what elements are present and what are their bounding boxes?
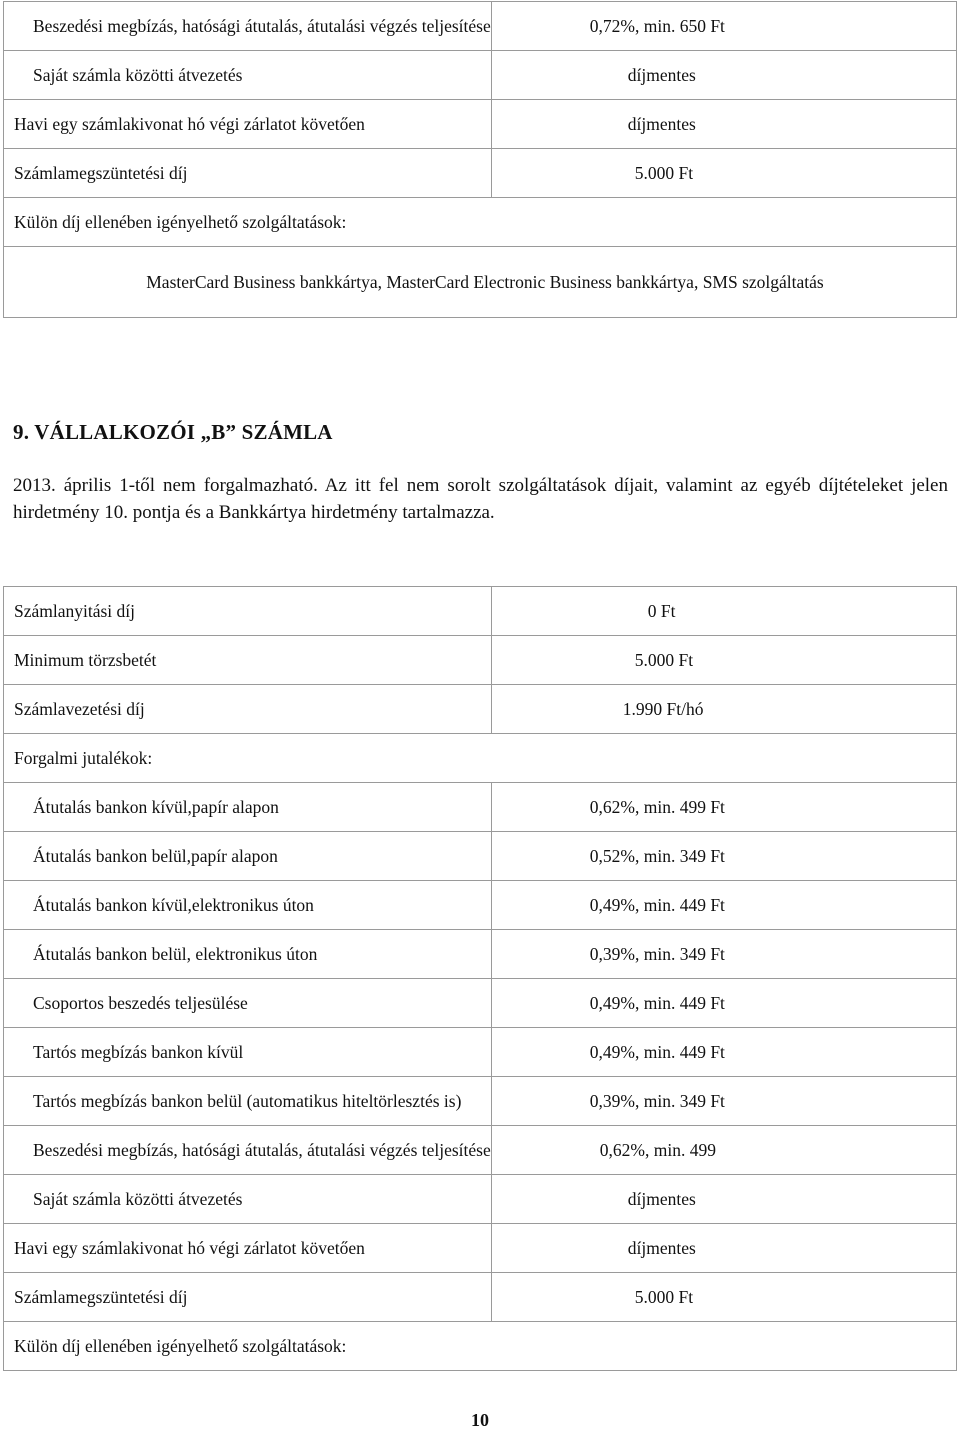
table-row — [4, 247, 957, 318]
row-label: Minimum törzsbetét — [4, 636, 492, 685]
table-row — [4, 685, 957, 734]
row-label: Havi egy számlakivonat hó végi zárlatot követően — [4, 100, 492, 149]
row-value: 0,39%, min. 349 Ft — [491, 1077, 956, 1126]
table-row — [4, 1126, 957, 1175]
table-row — [4, 2, 957, 51]
table-row — [4, 100, 957, 149]
row-label: Átutalás bankon belül,papír alapon — [4, 832, 492, 881]
row-value: 0,72%, min. 650 Ft — [491, 2, 956, 51]
table-row — [4, 783, 957, 832]
table-row — [4, 881, 957, 930]
row-label: Saját számla közötti átvezetés — [4, 51, 492, 100]
row-value: 0 Ft — [491, 587, 956, 636]
section-title: 9. VÁLLALKOZÓI „B” SZÁMLA — [13, 420, 333, 444]
page-number: 10 — [471, 1410, 489, 1430]
table-row — [4, 51, 957, 100]
row-label: Számlanyitási díj — [4, 587, 492, 636]
row-label: Számlamegszüntetési díj — [4, 1273, 492, 1322]
table-row — [4, 979, 957, 1028]
row-value: 0,49%, min. 449 Ft — [491, 1028, 956, 1077]
turnover-heading: Forgalmi jutalékok: — [4, 734, 957, 783]
row-value: 5.000 Ft — [491, 636, 956, 685]
table-row — [4, 1322, 957, 1371]
row-label: Átutalás bankon belül, elektronikus úton — [4, 930, 492, 979]
row-label: Számlamegszüntetési díj — [4, 149, 492, 198]
row-label: Számlavezetési díj — [4, 685, 492, 734]
extra-services-heading: Külön díj ellenében igényelhető szolgáltatások: — [4, 1322, 957, 1371]
row-value: 1.990 Ft/hó — [491, 685, 956, 734]
table-row — [4, 832, 957, 881]
row-label: Átutalás bankon kívül,elektronikus úton — [4, 881, 492, 930]
extra-services-list: MasterCard Business bankkártya, MasterCard Electronic Business bankkártya, SMS szolgáltatás — [4, 247, 957, 318]
table-row — [4, 1077, 957, 1126]
fee-table-b-account — [3, 586, 957, 1371]
table-row — [4, 734, 957, 783]
table-row — [4, 1175, 957, 1224]
row-label: Beszedési megbízás, hatósági átutalás, átutalási végzés teljesítése — [4, 2, 492, 51]
table-row — [4, 1273, 957, 1322]
row-label: Csoportos beszedés teljesülése — [4, 979, 492, 1028]
row-value: díjmentes — [491, 100, 956, 149]
row-value: 0,62%, min. 499 Ft — [491, 783, 956, 832]
row-label: Saját számla közötti átvezetés — [4, 1175, 492, 1224]
fee-table-previous-account — [3, 1, 957, 318]
row-value: 0,52%, min. 349 Ft — [491, 832, 956, 881]
table-row — [4, 1028, 957, 1077]
section-intro: 2013. április 1-től nem forgalmazható. Az itt fel nem sorolt szolgáltatások díjait, valamint az egyéb díjtételeket jelen hirdetmény 10. pontja és a Bankkártya hirdetmény tartalmazza. — [13, 475, 948, 523]
row-value: díjmentes — [491, 1175, 956, 1224]
row-label: Tartós megbízás bankon kívül — [4, 1028, 492, 1077]
table-row — [4, 1224, 957, 1273]
table-row — [4, 149, 957, 198]
row-label: Havi egy számlakivonat hó végi zárlatot követően — [4, 1224, 492, 1273]
row-label: Beszedési megbízás, hatósági átutalás, átutalási végzés teljesítése — [4, 1126, 492, 1175]
row-value: 0,39%, min. 349 Ft — [491, 930, 956, 979]
row-label: Tartós megbízás bankon belül (automatikus hiteltörlesztés is) — [4, 1077, 492, 1126]
row-value: 0,49%, min. 449 Ft — [491, 979, 956, 1028]
row-value: 0,49%, min. 449 Ft — [491, 881, 956, 930]
row-value: 0,62%, min. 499 — [491, 1126, 956, 1175]
row-value: díjmentes — [491, 51, 956, 100]
extra-services-heading: Külön díj ellenében igényelhető szolgáltatások: — [4, 198, 957, 247]
table-row — [4, 930, 957, 979]
row-value: díjmentes — [491, 1224, 956, 1273]
row-label: Átutalás bankon kívül,papír alapon — [4, 783, 492, 832]
table-row — [4, 198, 957, 247]
table-row — [4, 636, 957, 685]
row-value: 5.000 Ft — [491, 149, 956, 198]
table-row — [4, 587, 957, 636]
row-value: 5.000 Ft — [491, 1273, 956, 1322]
